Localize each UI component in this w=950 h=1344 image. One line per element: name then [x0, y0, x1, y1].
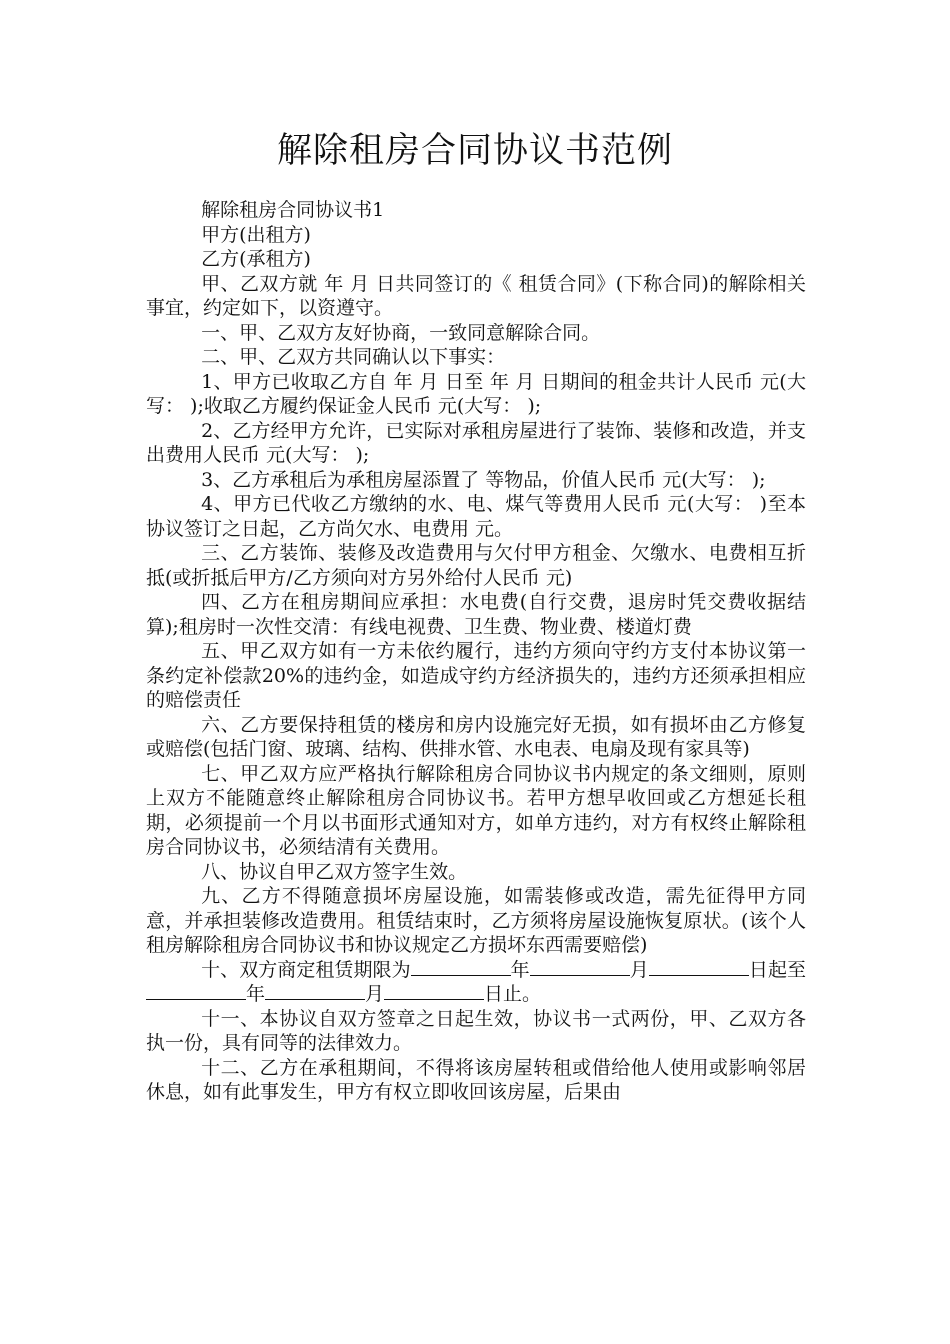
paragraph: 1、甲方已收取乙方自 年 月 日至 年 月 日期间的租金共计人民币 元(大写： );收取乙方履约保证金人民币 元(大写： ); [146, 370, 806, 417]
document-body [146, 198, 806, 1105]
term-year-label: 年 [246, 983, 266, 1005]
blank-line [411, 958, 511, 976]
paragraph: 甲方(出租方) [201, 223, 311, 246]
paragraph: 十二、乙方在承租期间，不得将该房屋转租或借给他人使用或影响邻居休息，如有此事发生，甲方有权立即收回该房屋，后果由 [146, 1056, 806, 1103]
term-year-label: 年 [510, 958, 530, 981]
paragraph: 乙方(承租方) [201, 248, 311, 270]
term-end-label: 日止。 [484, 983, 542, 1005]
blank-line [384, 982, 484, 1000]
paragraph: 七、甲乙双方应严格执行解除租房合同协议书内规定的条文细则，原则上双方不能随意终止解除租房合同协议书。若甲方想早收回或乙方想延长租期，必须提前一个月以书面形式通知对方，如单方违约，对方有权终止解除租房合同协议书，必须结清有关费用。 [146, 762, 806, 858]
paragraph: 2、乙方经甲方允许，已实际对承租房屋进行了装饰、装修和改造，并支出费用人民币 元(大写： ); [146, 419, 806, 466]
document-title: 解除租房合同协议书范例 [276, 131, 673, 171]
paragraph: 四、乙方在租房期间应承担：水电费(自行交费，退房时凭交费收据结算);租房时一次性交清：有线电视费、卫生费、物业费、楼道灯费 [146, 591, 806, 638]
term-month-label: 月 [629, 958, 649, 981]
paragraph: 九、乙方不得随意损坏房屋设施，如需装修或改造，需先征得甲方同意，并承担装修改造费用。租赁结束时，乙方须将房屋设施恢复原状。(该个人租房解除租房合同协议书和协议规定乙方损坏东西需要赔偿) [146, 885, 806, 956]
paragraph: 十一、本协议自双方签章之日起生效，协议书一式两份，甲、乙双方各执一份，具有同等的法律效力。 [146, 1007, 806, 1054]
paragraph: 三、乙方装饰、装修及改造费用与欠付甲方租金、欠缴水、电费相互折抵(或折抵后甲方/乙方须向对方另外给付人民币 元) [146, 542, 806, 589]
term-day-from-label: 日起至 [748, 958, 806, 981]
blank-line [265, 982, 365, 1000]
blank-line [146, 982, 246, 1000]
paragraph: 二、甲、乙双方共同确认以下事实： [201, 346, 506, 368]
paragraph: 甲、乙双方就 年 月 日共同签订的《 租赁合同》(下称合同)的解除相关事宜，约定如下，以资遵守。 [146, 272, 806, 319]
paragraph: 八、协议自甲乙双方签字生效。 [201, 860, 468, 883]
blank-line [649, 958, 749, 976]
paragraph: 解除租房合同协议书1 [201, 199, 385, 221]
paragraph: 一、甲、乙双方友好协商，一致同意解除合同。 [201, 321, 601, 344]
paragraph: 3、乙方承租后为承租房屋添置了 等物品，价值人民币 元(大写： ); [201, 468, 766, 491]
blank-line [530, 958, 630, 976]
term-month-label: 月 [365, 983, 385, 1005]
paragraph: 五、甲乙双方如有一方未依约履行，违约方须向守约方支付本协议第一条约定补偿款20%的违约金，如造成守约方经济损失的，违约方还须承担相应的赔偿责任 [146, 640, 806, 711]
paragraph: 4、甲方已代收乙方缴纳的水、电、煤气等费用人民币 元(大写： )至本协议签订之日起，乙方尚欠水、电费用 元。 [146, 493, 806, 540]
term-clause-lead: 十、双方商定租赁期限为 [201, 958, 411, 981]
term-clause [146, 958, 806, 1007]
paragraph: 六、乙方要保持租赁的楼房和房内设施完好无损，如有损坏由乙方修复或赔偿(包括门窗、玻璃、结构、供排水管、水电表、电扇及现有家具等) [146, 713, 806, 760]
